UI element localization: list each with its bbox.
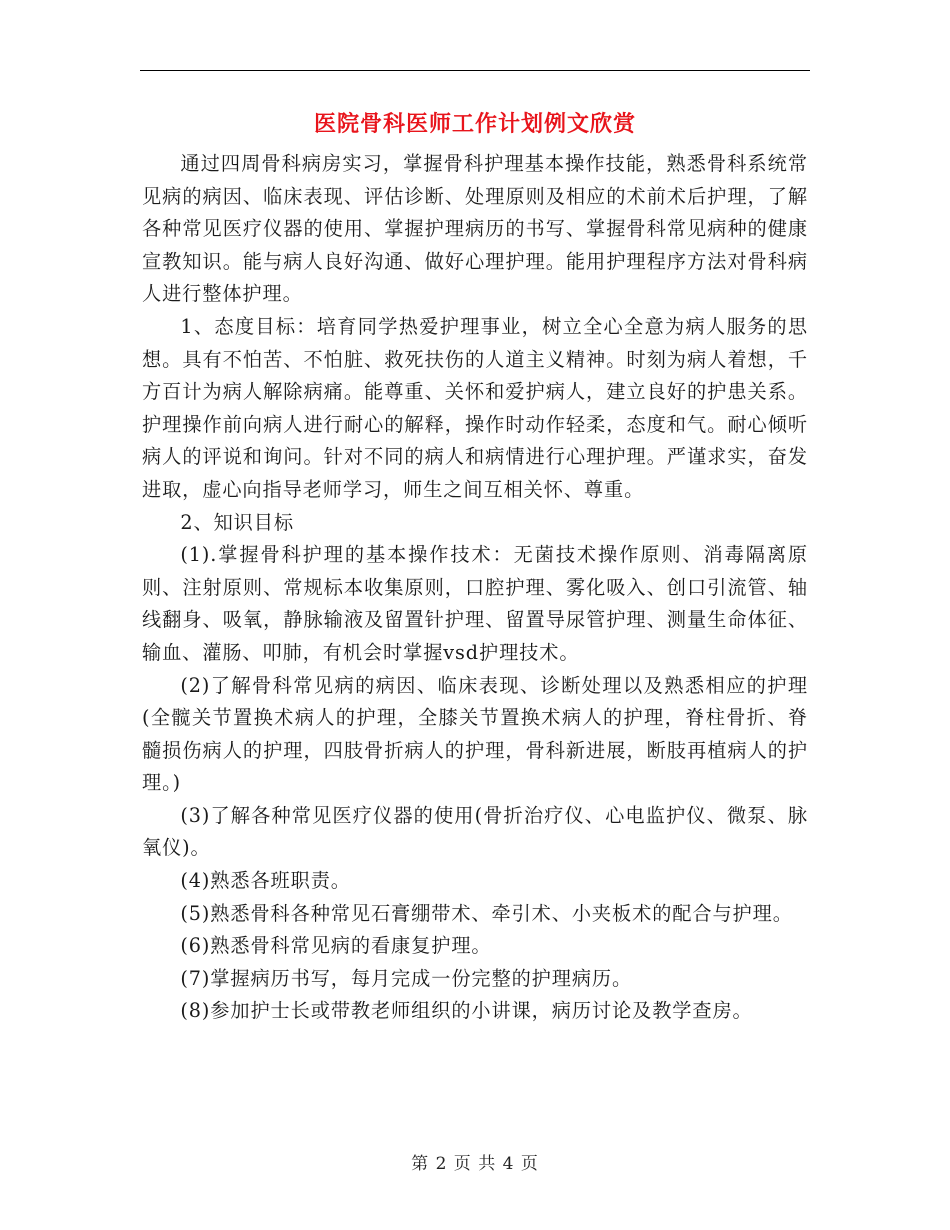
knowledge-item-2: (2)了解骨科常见病的病因、临床表现、诊断处理以及熟悉相应的护理(全髋关节置换术病人的护理，全膝关节置换术病人的护理，脊柱骨折、脊髓损伤病人的护理，四肢骨折病人的护理，骨科新进展，断肢再植病人的护理。) [142, 673, 808, 795]
knowledge-item-4: (4)熟悉各班职责。 [180, 869, 351, 893]
knowledge-item-1: (1).掌握骨科护理的基本操作技术：无菌技术操作原则、消毒隔离原则、注射原则、常规标本收集原则，口腔护理、雾化吸入、创口引流管、轴线翻身、吸氧，静脉输液及留置针护理、留置导尿管护理、测量生命体征、输血、灌肠、叩肺，有机会时掌握vsd护理技术。 [142, 543, 808, 664]
knowledge-goal-heading: 2、知识目标 [180, 510, 294, 534]
document-title: 医院骨科医师工作计划例文欣赏 [313, 111, 636, 137]
attitude-goal-paragraph: 1、态度目标：培育同学热爱护理事业，树立全心全意为病人服务的思想。具有不怕苦、不怕脏、救死扶伤的人道主义精神。时刻为病人着想，千方百计为病人解除病痛。能尊重、关怀和爱护病人，建立良好的护患关系。护理操作前向病人进行耐心的解释，操作时动作轻柔，态度和气。耐心倾听病人的评说和询问。针对不同的病人和病情进行心理护理。严谨求实，奋发进取，虚心向指导老师学习，师生之间互相关怀、尊重。 [142, 314, 808, 501]
knowledge-item-3: (3)了解各种常见医疗仪器的使用(骨折治疗仪、心电监护仪、微泵、脉氧仪)。 [142, 803, 808, 860]
knowledge-item-7: (7)掌握病历书写，每月完成一份完整的护理病历。 [180, 966, 633, 990]
knowledge-item-5: (5)熟悉骨科各种常见石膏绷带术、牵引术、小夹板术的配合与护理。 [180, 901, 793, 925]
document-body [142, 148, 808, 1028]
header-rule [140, 70, 810, 71]
page-number-footer: 第 2 页 共 4 页 [411, 1154, 539, 1174]
intro-paragraph: 通过四周骨科病房实习，掌握骨科护理基本操作技能，熟悉骨科系统常见病的病因、临床表现、评估诊断、处理原则及相应的术前术后护理，了解各种常见医疗仪器的使用、掌握护理病历的书写、掌握骨科常见病种的健康宣教知识。能与病人良好沟通、做好心理护理。能用护理程序方法对骨科病人进行整体护理。 [142, 152, 808, 306]
knowledge-item-8: (8)参加护士长或带教老师组织的小讲课，病历讨论及教学查房。 [180, 999, 753, 1023]
knowledge-item-6: (6)熟悉骨科常见病的看康复护理。 [180, 934, 492, 958]
